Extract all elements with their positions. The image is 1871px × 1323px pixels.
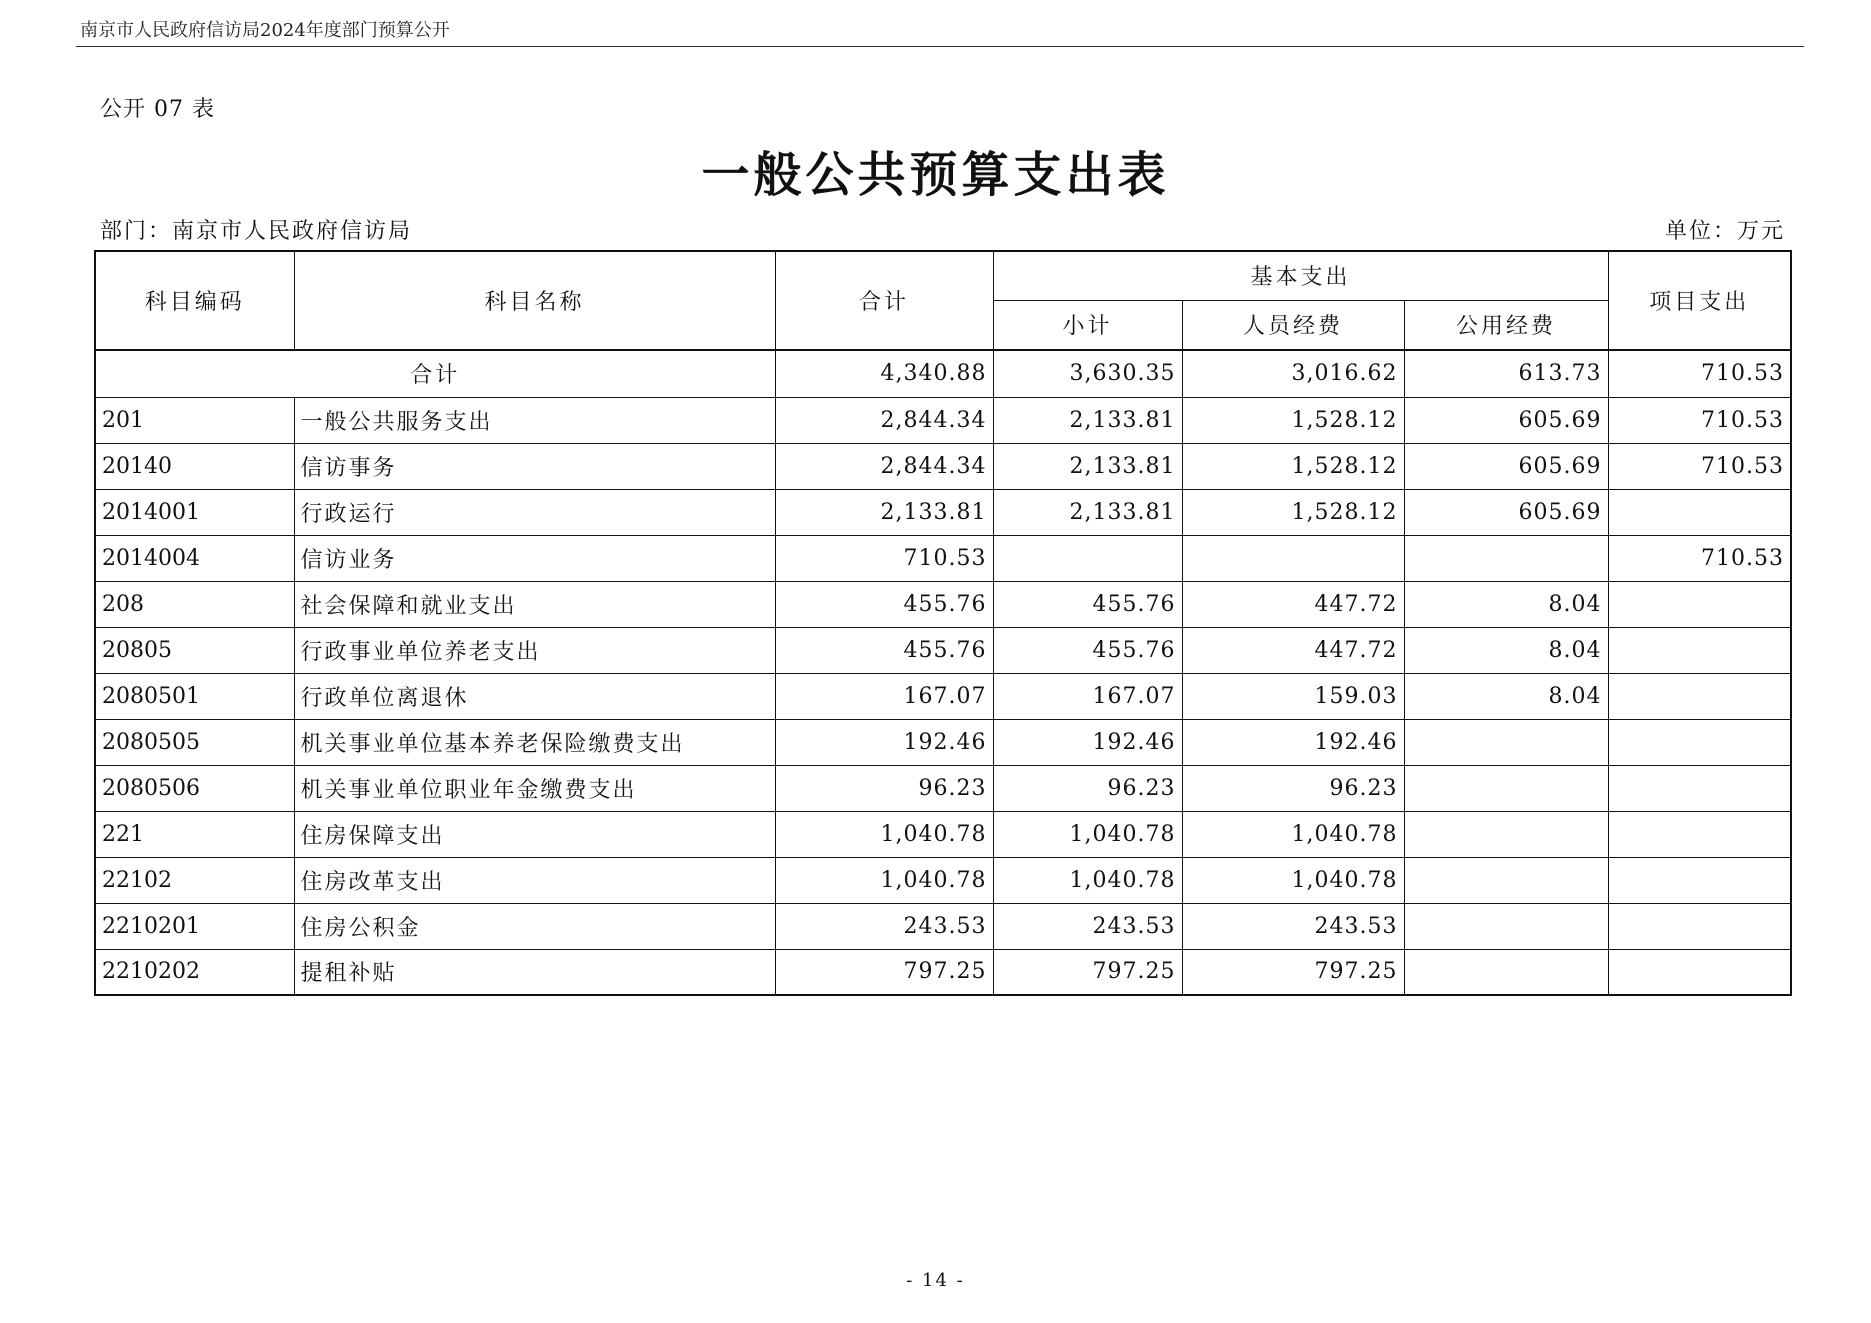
row-total-cell: 2,844.34: [775, 443, 993, 489]
col-header-code: 科目编码: [95, 251, 294, 350]
row-public-cell: [1404, 765, 1608, 811]
row-subtotal-cell: 455.76: [993, 581, 1182, 627]
row-name-cell: 机关事业单位职业年金缴费支出: [294, 765, 775, 811]
row-public-cell: [1404, 857, 1608, 903]
row-public-cell: 605.69: [1404, 489, 1608, 535]
running-header: 南京市人民政府信访局2024年度部门预算公开: [80, 20, 450, 41]
row-name-cell: 住房保障支出: [294, 811, 775, 857]
budget-table: [94, 250, 1792, 996]
row-project-cell: [1608, 581, 1791, 627]
unit-label: 单位：万元: [1664, 219, 1785, 244]
table-row: [95, 765, 1791, 811]
row-public-cell: [1404, 949, 1608, 995]
row-personnel-cell: 1,528.12: [1182, 397, 1404, 443]
row-code-cell: 221: [95, 811, 294, 857]
row-personnel-cell: 1,528.12: [1182, 489, 1404, 535]
table-code: 公开 07 表: [100, 97, 215, 122]
row-project-cell: [1608, 673, 1791, 719]
row-public-cell: [1404, 535, 1608, 581]
col-header-total: 合计: [775, 251, 993, 350]
total-row: [95, 350, 1791, 397]
col-header-project: 项目支出: [1608, 251, 1791, 350]
row-code-cell: 201: [95, 397, 294, 443]
row-project-cell: [1608, 765, 1791, 811]
row-subtotal-cell: 167.07: [993, 673, 1182, 719]
row-total-cell: 455.76: [775, 627, 993, 673]
table-row: [95, 857, 1791, 903]
row-code-cell: 20805: [95, 627, 294, 673]
page-title: 一般公共预算支出表: [701, 147, 1170, 203]
col-header-subtotal: 小计: [993, 300, 1182, 350]
col-header-basic: 基本支出: [993, 251, 1608, 300]
row-subtotal-cell: 2,133.81: [993, 489, 1182, 535]
row-personnel-cell: 192.46: [1182, 719, 1404, 765]
table-row: [95, 673, 1791, 719]
table-row: [95, 489, 1791, 535]
row-subtotal-cell: [993, 535, 1182, 581]
table-row: [95, 581, 1791, 627]
table-body: [95, 350, 1791, 995]
row-name-cell: 住房改革支出: [294, 857, 775, 903]
row-project-cell: [1608, 489, 1791, 535]
row-subtotal-cell: 1,040.78: [993, 857, 1182, 903]
row-subtotal-cell: 2,133.81: [993, 397, 1182, 443]
row-public-cell: [1404, 903, 1608, 949]
row-project-cell: [1608, 903, 1791, 949]
row-personnel-cell: 797.25: [1182, 949, 1404, 995]
row-personnel-cell: 243.53: [1182, 903, 1404, 949]
table-row: [95, 903, 1791, 949]
row-personnel-cell: [1182, 535, 1404, 581]
row-personnel-cell: 1,528.12: [1182, 443, 1404, 489]
table-row: [95, 535, 1791, 581]
row-project-cell: [1608, 811, 1791, 857]
total-label: 合计: [95, 350, 775, 397]
table-row: [95, 627, 1791, 673]
row-personnel-cell: 1,040.78: [1182, 811, 1404, 857]
row-name-cell: 行政运行: [294, 489, 775, 535]
col-header-personnel: 人员经费: [1182, 300, 1404, 350]
row-total-cell: 1,040.78: [775, 857, 993, 903]
row-subtotal-cell: 192.46: [993, 719, 1182, 765]
table-row: [95, 949, 1791, 995]
row-subtotal-cell: 243.53: [993, 903, 1182, 949]
row-personnel-cell: 447.72: [1182, 581, 1404, 627]
row-public-cell: 605.69: [1404, 443, 1608, 489]
row-name-cell: 行政单位离退休: [294, 673, 775, 719]
row-public-cell: 8.04: [1404, 627, 1608, 673]
table-row: [95, 443, 1791, 489]
row-name-cell: 提租补贴: [294, 949, 775, 995]
row-total-cell: 455.76: [775, 581, 993, 627]
row-name-cell: 住房公积金: [294, 903, 775, 949]
row-personnel-cell: 447.72: [1182, 627, 1404, 673]
row-subtotal-cell: 797.25: [993, 949, 1182, 995]
table-row: [95, 397, 1791, 443]
row-public-cell: [1404, 719, 1608, 765]
row-total-cell: 192.46: [775, 719, 993, 765]
row-total-cell: 243.53: [775, 903, 993, 949]
row-public-cell: [1404, 811, 1608, 857]
row-project-cell: 710.53: [1608, 397, 1791, 443]
table-row: [95, 811, 1791, 857]
header-row: [95, 251, 1791, 300]
row-total-cell: 2,133.81: [775, 489, 993, 535]
row-total-cell: 710.53: [775, 535, 993, 581]
row-code-cell: 2210201: [95, 903, 294, 949]
row-public-cell: 605.69: [1404, 397, 1608, 443]
header-rule: [76, 46, 1804, 47]
row-code-cell: 2080505: [95, 719, 294, 765]
row-project-cell: 710.53: [1608, 443, 1791, 489]
row-total-cell: 167.07: [775, 673, 993, 719]
row-subtotal-cell: 455.76: [993, 627, 1182, 673]
row-total-cell: 96.23: [775, 765, 993, 811]
row-personnel-cell: 1,040.78: [1182, 857, 1404, 903]
row-project-cell: [1608, 949, 1791, 995]
row-total-cell: 1,040.78: [775, 811, 993, 857]
total-cell-public: 613.73: [1404, 350, 1608, 397]
row-name-cell: 行政事业单位养老支出: [294, 627, 775, 673]
row-name-cell: 信访事务: [294, 443, 775, 489]
table-row: [95, 719, 1791, 765]
total-cell-total: 4,340.88: [775, 350, 993, 397]
total-cell-project: 710.53: [1608, 350, 1791, 397]
row-code-cell: 2080506: [95, 765, 294, 811]
row-name-cell: 信访业务: [294, 535, 775, 581]
department-label: 部门：南京市人民政府信访局: [100, 219, 413, 244]
row-subtotal-cell: 1,040.78: [993, 811, 1182, 857]
total-cell-personnel: 3,016.62: [1182, 350, 1404, 397]
row-name-cell: 一般公共服务支出: [294, 397, 775, 443]
row-public-cell: 8.04: [1404, 581, 1608, 627]
row-public-cell: 8.04: [1404, 673, 1608, 719]
row-personnel-cell: 159.03: [1182, 673, 1404, 719]
row-code-cell: 208: [95, 581, 294, 627]
row-project-cell: [1608, 857, 1791, 903]
total-cell-subtotal: 3,630.35: [993, 350, 1182, 397]
page-number: - 14 -: [906, 1270, 965, 1291]
row-code-cell: 2014004: [95, 535, 294, 581]
row-total-cell: 797.25: [775, 949, 993, 995]
row-code-cell: 22102: [95, 857, 294, 903]
row-project-cell: [1608, 627, 1791, 673]
row-project-cell: 710.53: [1608, 535, 1791, 581]
row-code-cell: 2080501: [95, 673, 294, 719]
col-header-public: 公用经费: [1404, 300, 1608, 350]
row-subtotal-cell: 96.23: [993, 765, 1182, 811]
row-subtotal-cell: 2,133.81: [993, 443, 1182, 489]
row-code-cell: 2014001: [95, 489, 294, 535]
col-header-name: 科目名称: [294, 251, 775, 350]
row-project-cell: [1608, 719, 1791, 765]
row-code-cell: 20140: [95, 443, 294, 489]
row-personnel-cell: 96.23: [1182, 765, 1404, 811]
row-code-cell: 2210202: [95, 949, 294, 995]
row-total-cell: 2,844.34: [775, 397, 993, 443]
row-name-cell: 社会保障和就业支出: [294, 581, 775, 627]
row-name-cell: 机关事业单位基本养老保险缴费支出: [294, 719, 775, 765]
